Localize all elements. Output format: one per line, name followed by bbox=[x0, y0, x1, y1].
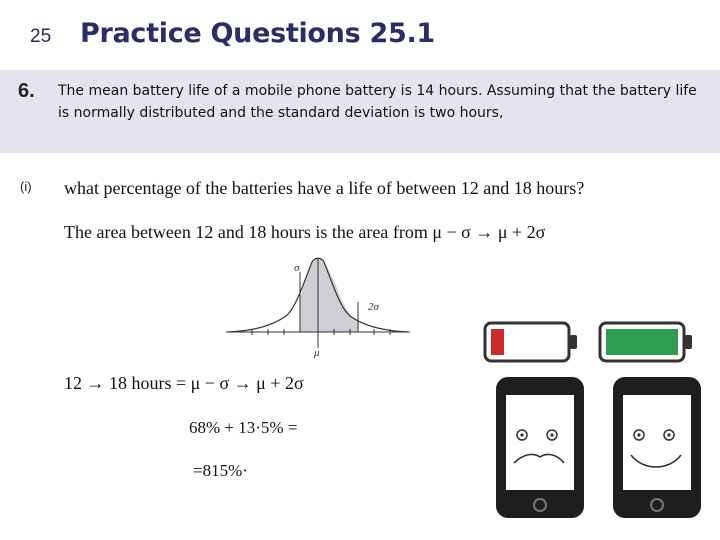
low-battery-icon bbox=[482, 320, 580, 366]
two-sigma-label: 2σ bbox=[368, 301, 379, 313]
percentage-result: =815%· bbox=[193, 461, 248, 480]
part-label: (i) bbox=[20, 179, 32, 194]
part-question: what percentage of the batteries have a life of between 12 and 18 hours? bbox=[64, 178, 585, 198]
full-battery-icon bbox=[597, 320, 695, 366]
range-equation: 12 → 18 hours = μ − σ → μ + 2σ bbox=[64, 373, 304, 393]
question-text: The mean battery life of a mobile phone battery is 14 hours. Assuming that the battery life is normally distributed and the standard deviation is two hours, bbox=[58, 83, 697, 121]
mu-label: μ bbox=[314, 347, 320, 359]
chapter-number: 25 bbox=[30, 26, 52, 47]
question-number: 6. bbox=[18, 80, 35, 102]
page-title: Practice Questions 25.1 bbox=[80, 18, 435, 49]
percentage-sum: 68% + 13·5% = bbox=[189, 418, 298, 437]
question-box bbox=[0, 70, 720, 153]
area-explanation: The area between 12 and 18 hours is the area from μ − σ → μ + 2σ bbox=[64, 222, 546, 242]
normal-distribution-chart bbox=[222, 252, 412, 362]
happy-phone-icon bbox=[611, 375, 703, 520]
sad-phone-icon bbox=[494, 375, 586, 520]
sigma-label: σ bbox=[294, 262, 300, 274]
